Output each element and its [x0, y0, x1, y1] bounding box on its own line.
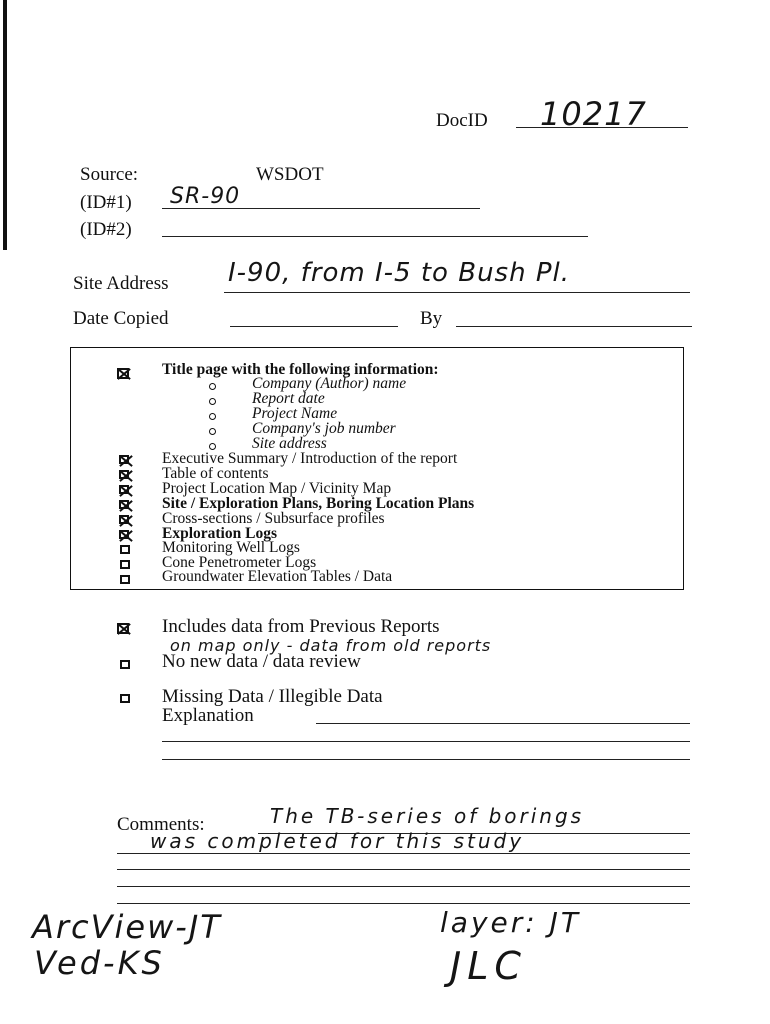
item-checkbox-cone-penetrometer[interactable]: [120, 560, 130, 569]
item-checkbox-executive-summary[interactable]: [119, 455, 129, 464]
comments-line: [117, 903, 690, 904]
comments-label: Comments:: [117, 814, 205, 835]
by-line: [456, 326, 692, 327]
site-address-value: I-90, from I-5 to Bush Pl.: [228, 258, 570, 288]
item-checkbox-table-of-contents[interactable]: [119, 470, 129, 479]
docid-value: 10217: [540, 95, 647, 133]
no-new-data-label: No new data / data review: [162, 651, 361, 672]
explanation-line: [162, 759, 690, 760]
sub-bullet: [209, 413, 216, 420]
item-checkbox-cross-sections[interactable]: [119, 515, 129, 524]
item-label-cone-penetrometer: Cone Penetrometer Logs: [162, 554, 317, 571]
sub-bullet: [209, 383, 216, 390]
item-label-executive-summary: Executive Summary / Introduction of the report: [162, 450, 458, 467]
sub-bullet: [209, 428, 216, 435]
title-page-label: Title page with the following information:: [162, 361, 439, 378]
previous-reports-note: on map only - data from old reports: [170, 636, 492, 655]
sub-item: Project Name: [252, 405, 338, 422]
footer-right-line2: JLC: [450, 944, 527, 988]
id1-value: SR-90: [170, 184, 241, 209]
sub-item: Report date: [252, 390, 325, 407]
item-checkbox-site-plans[interactable]: [119, 500, 129, 509]
sub-item: Site address: [252, 435, 327, 452]
item-label-cross-sections: Cross-sections / Subsurface profiles: [162, 510, 385, 527]
item-label-groundwater: Groundwater Elevation Tables / Data: [162, 568, 393, 585]
site-address-label: Site Address: [73, 273, 169, 294]
missing-data-label: Missing Data / Illegible Data: [162, 686, 383, 707]
item-label-monitoring-well: Monitoring Well Logs: [162, 539, 300, 556]
no-new-data-checkbox[interactable]: [120, 660, 130, 669]
item-checkbox-monitoring-well[interactable]: [120, 545, 130, 554]
item-label-site-plans: Site / Exploration Plans, Boring Location Plans: [162, 495, 475, 512]
missing-data-checkbox[interactable]: [120, 694, 130, 703]
sub-bullet: [209, 398, 216, 405]
sub-item: Company (Author) name: [252, 375, 407, 392]
item-checkbox-location-map[interactable]: [119, 485, 129, 494]
comments-line: [117, 853, 690, 854]
item-label-table-of-contents: Table of contents: [162, 465, 269, 482]
id2-line: [162, 236, 588, 237]
footer-left-line1: ArcView-JT: [32, 908, 222, 946]
item-label-location-map: Project Location Map / Vicinity Map: [162, 480, 392, 497]
explanation-line: [162, 741, 690, 742]
item-checkbox-exploration-logs[interactable]: [119, 530, 129, 539]
previous-reports-label: Includes data from Previous Reports: [162, 616, 440, 637]
date-copied-line: [230, 326, 398, 327]
previous-reports-checkbox[interactable]: [117, 623, 129, 634]
source-value: WSDOT: [256, 164, 324, 185]
source-label: Source:: [80, 164, 139, 185]
date-copied-label: Date Copied: [73, 308, 169, 329]
comments-line: [117, 869, 690, 870]
item-checkbox-groundwater[interactable]: [120, 575, 130, 584]
explanation-label: Explanation: [162, 705, 254, 726]
sub-item: Company's job number: [252, 420, 396, 437]
comments-line1: The TB-series of borings: [270, 804, 585, 828]
site-address-line: [224, 292, 690, 293]
by-label: By: [420, 308, 443, 329]
footer-right-line1: layer: JT: [440, 906, 581, 939]
explanation-line: [316, 723, 690, 724]
sub-bullet: [209, 443, 216, 450]
comments-line2: was completed for this study: [150, 829, 525, 853]
id2-label: (ID#2): [80, 219, 132, 240]
comments-line: [117, 886, 690, 887]
title-page-checkbox[interactable]: [117, 368, 129, 379]
scan-edge: [3, 0, 7, 250]
id1-label: (ID#1): [80, 192, 132, 213]
item-label-exploration-logs: Exploration Logs: [162, 525, 277, 542]
footer-left-line2: Ved-KS: [34, 944, 165, 982]
docid-label: DocID: [436, 110, 488, 131]
